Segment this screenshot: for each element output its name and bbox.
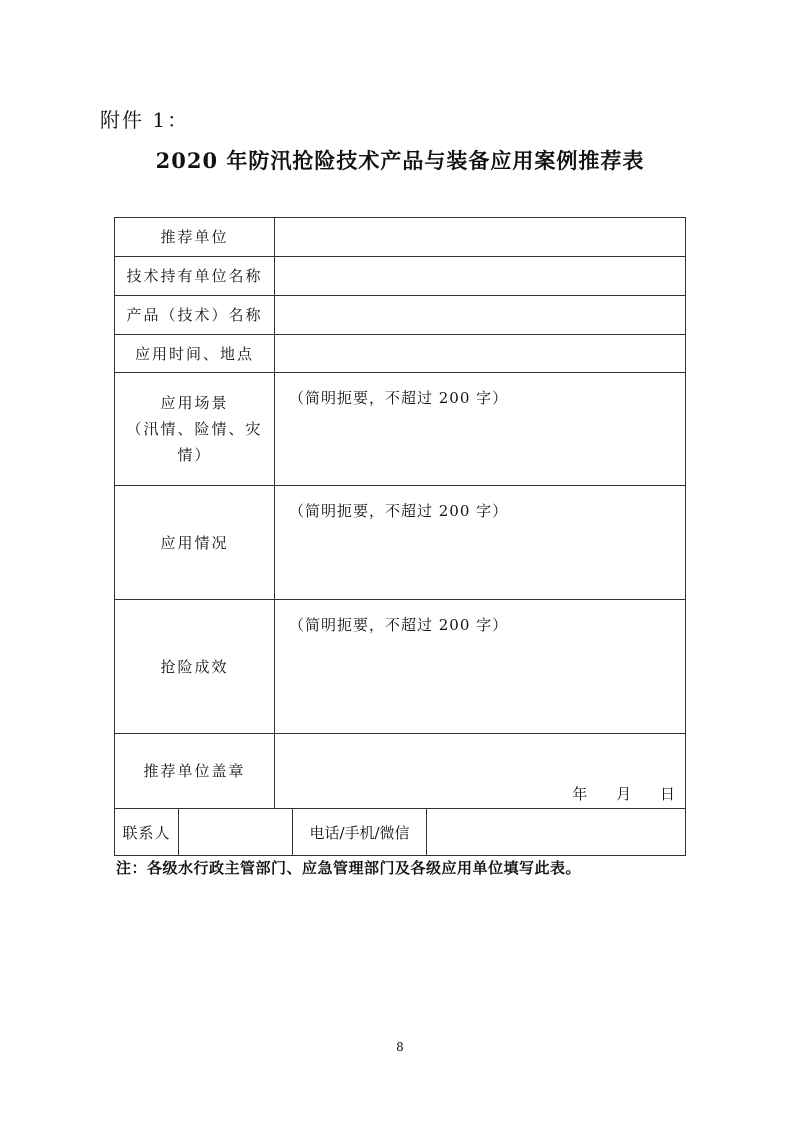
field-label: 推荐单位盖章 [115,734,275,808]
contact-field[interactable] [179,809,293,855]
field-label-sub: （汛情、险情、灾情） [126,420,263,464]
form-row-time-place [115,334,685,372]
field-label [115,373,275,485]
application-field[interactable] [275,486,685,599]
field-label: 应用情况 [115,486,275,599]
effect-field[interactable] [275,600,685,733]
attachment-label: 附件 1： [100,108,190,132]
date-month: 月 [616,785,632,803]
phone-field[interactable] [427,809,685,855]
form-row-tech-holder [115,256,685,295]
page-number: 8 [396,1040,404,1054]
date-day: 日 [659,785,675,803]
time-place-field[interactable] [275,335,685,372]
recommendation-form [114,217,686,856]
field-hint: （简明扼要，不超过 200 字） [289,616,509,634]
form-row-contact [115,808,685,855]
form-row-seal [115,733,685,808]
field-label-main: 应用场景 [160,394,229,412]
date-line [548,783,675,804]
scenario-field[interactable] [275,373,685,485]
form-row-scenario [115,372,685,485]
product-name-field[interactable] [275,296,685,334]
field-hint: （简明扼要，不超过 200 字） [289,389,509,407]
recommending-unit-field[interactable] [275,218,685,256]
field-hint: （简明扼要，不超过 200 字） [289,502,509,520]
page-title: 2020 年防汛抢险技术产品与装备应用案例推荐表 [155,148,645,173]
footnote: 注：各级水行政主管部门、应急管理部门及各级应用单位填写此表。 [116,859,582,877]
field-label: 抢险成效 [115,600,275,733]
form-row-recommending-unit [115,218,685,256]
field-label: 推荐单位 [115,218,275,256]
field-label: 技术持有单位名称 [115,257,275,295]
field-label: 应用时间、地点 [115,335,275,372]
contact-label: 联系人 [115,809,179,855]
form-row-product-name [115,295,685,334]
date-year: 年 [572,785,588,803]
form-row-application [115,485,685,599]
phone-label: 电话/手机/微信 [293,809,427,855]
form-row-effect [115,599,685,733]
field-label: 产品（技术）名称 [115,296,275,334]
seal-field[interactable] [275,734,685,808]
tech-holder-field[interactable] [275,257,685,295]
